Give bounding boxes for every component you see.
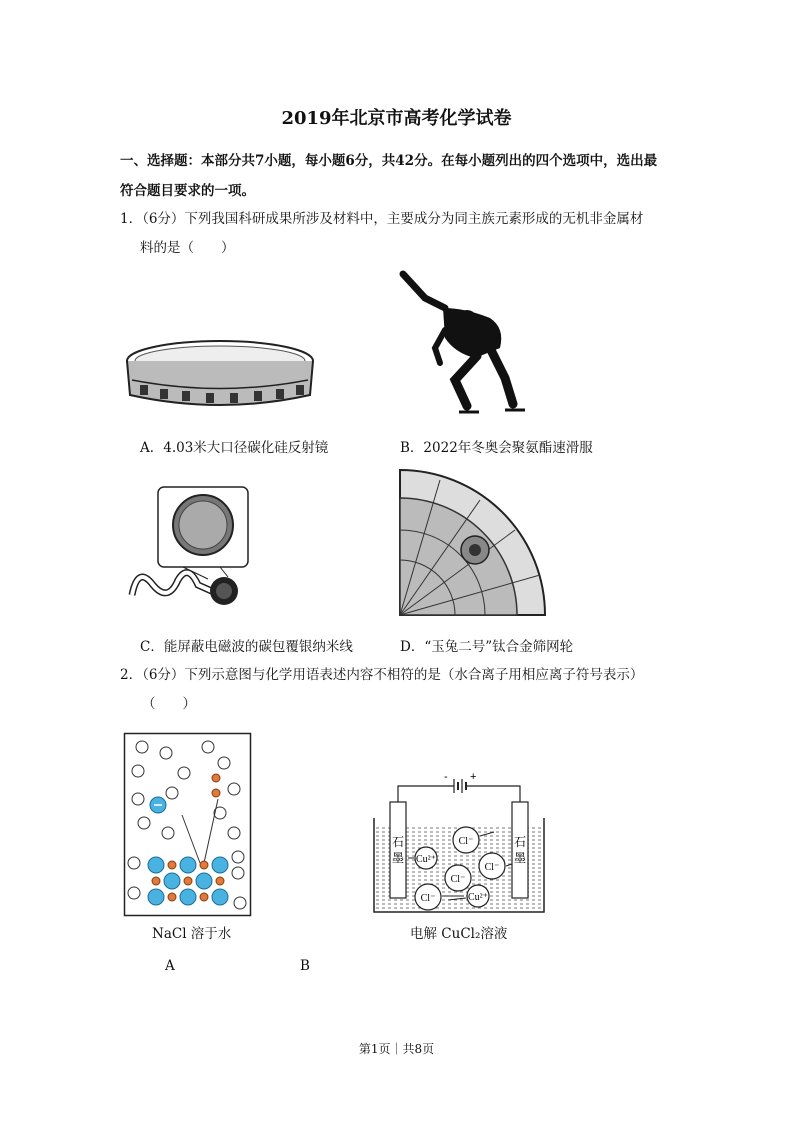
q2-stem-line-2: （ ） (142, 696, 196, 712)
nacl-dissolving-diagram (124, 733, 252, 916)
chloride-ion (148, 889, 164, 905)
section-heading-line-1: 一、选择题：本部分共7小题，每小题6分，共42分。在每小题列出的四个选项中，选出最 (120, 153, 658, 169)
chloride-ion (196, 873, 212, 889)
q2-stem-line-1: 2．（6分）下列示意图与化学用语表述内容不相符的是（水合离子用相应离子符号表示） (120, 667, 644, 683)
chloride-ion (164, 873, 180, 889)
fig-b-caption: 电解 CuCl₂溶液 (410, 926, 508, 942)
chloride-ion (180, 857, 196, 873)
electrolysis-diagram (370, 770, 550, 920)
sodium-ion (168, 861, 176, 869)
skater-figure (395, 268, 535, 418)
ion-cl-2: Cl⁻ (484, 862, 500, 873)
sodium-ion (184, 877, 192, 885)
q1-option-a: A．4.03米大口径碳化硅反射镜 (140, 440, 329, 456)
sodium-ion (216, 877, 224, 885)
sodium-ion (168, 893, 176, 901)
section-heading (120, 146, 680, 206)
q1-option-b: B．2022年冬奥会聚氨酯速滑服 (400, 440, 593, 456)
ion-cl-3: Cl⁻ (450, 874, 466, 885)
page-footer: 第1页｜共8页 (358, 1042, 435, 1056)
right-electrode-char-2: 墨 (514, 851, 527, 865)
fig-a-letter: A (165, 958, 175, 974)
q1-stem-line-1: 1．（6分）下列我国科研成果所涉及材料中，主要成分为同主族元素形成的无机非金属材 (120, 211, 644, 227)
chloride-ion (212, 889, 228, 905)
nanowire-figure (128, 485, 258, 610)
ion-cu-1: Cu²⁺ (416, 854, 436, 865)
ion-cl-1: Cl⁻ (458, 836, 474, 847)
sodium-ion (152, 877, 160, 885)
section-heading-line-2: 符合题目要求的一项。 (120, 183, 255, 199)
chloride-ion (180, 889, 196, 905)
mirror-figure (120, 335, 320, 415)
minus-sign: - (444, 771, 448, 783)
ion-cl-4: Cl⁻ (420, 893, 436, 904)
page-title: 2019年北京市高考化学试卷 (281, 108, 512, 129)
chloride-ion (148, 857, 164, 873)
wheel-figure (400, 470, 545, 615)
right-electrode-char-1: 石 (514, 835, 527, 849)
fig-a-caption: NaCl 溶于水 (152, 926, 232, 942)
chloride-ion (212, 857, 228, 873)
fig-b-letter: B (300, 958, 310, 974)
sodium-ion (200, 861, 208, 869)
sodium-ion (200, 893, 208, 901)
ion-cu-2: Cu²⁺ (468, 892, 488, 903)
left-electrode-char-1: 石 (392, 835, 405, 849)
plus-sign: + (470, 771, 477, 783)
q1-stem-line-2: 料的是（ ） (140, 240, 235, 256)
left-electrode-char-2: 墨 (392, 851, 405, 865)
q1-option-c: C．能屏蔽电磁波的碳包覆银纳米线 (140, 639, 353, 655)
q1-option-d: D．“玉兔二号”钛合金筛网轮 (400, 639, 574, 655)
